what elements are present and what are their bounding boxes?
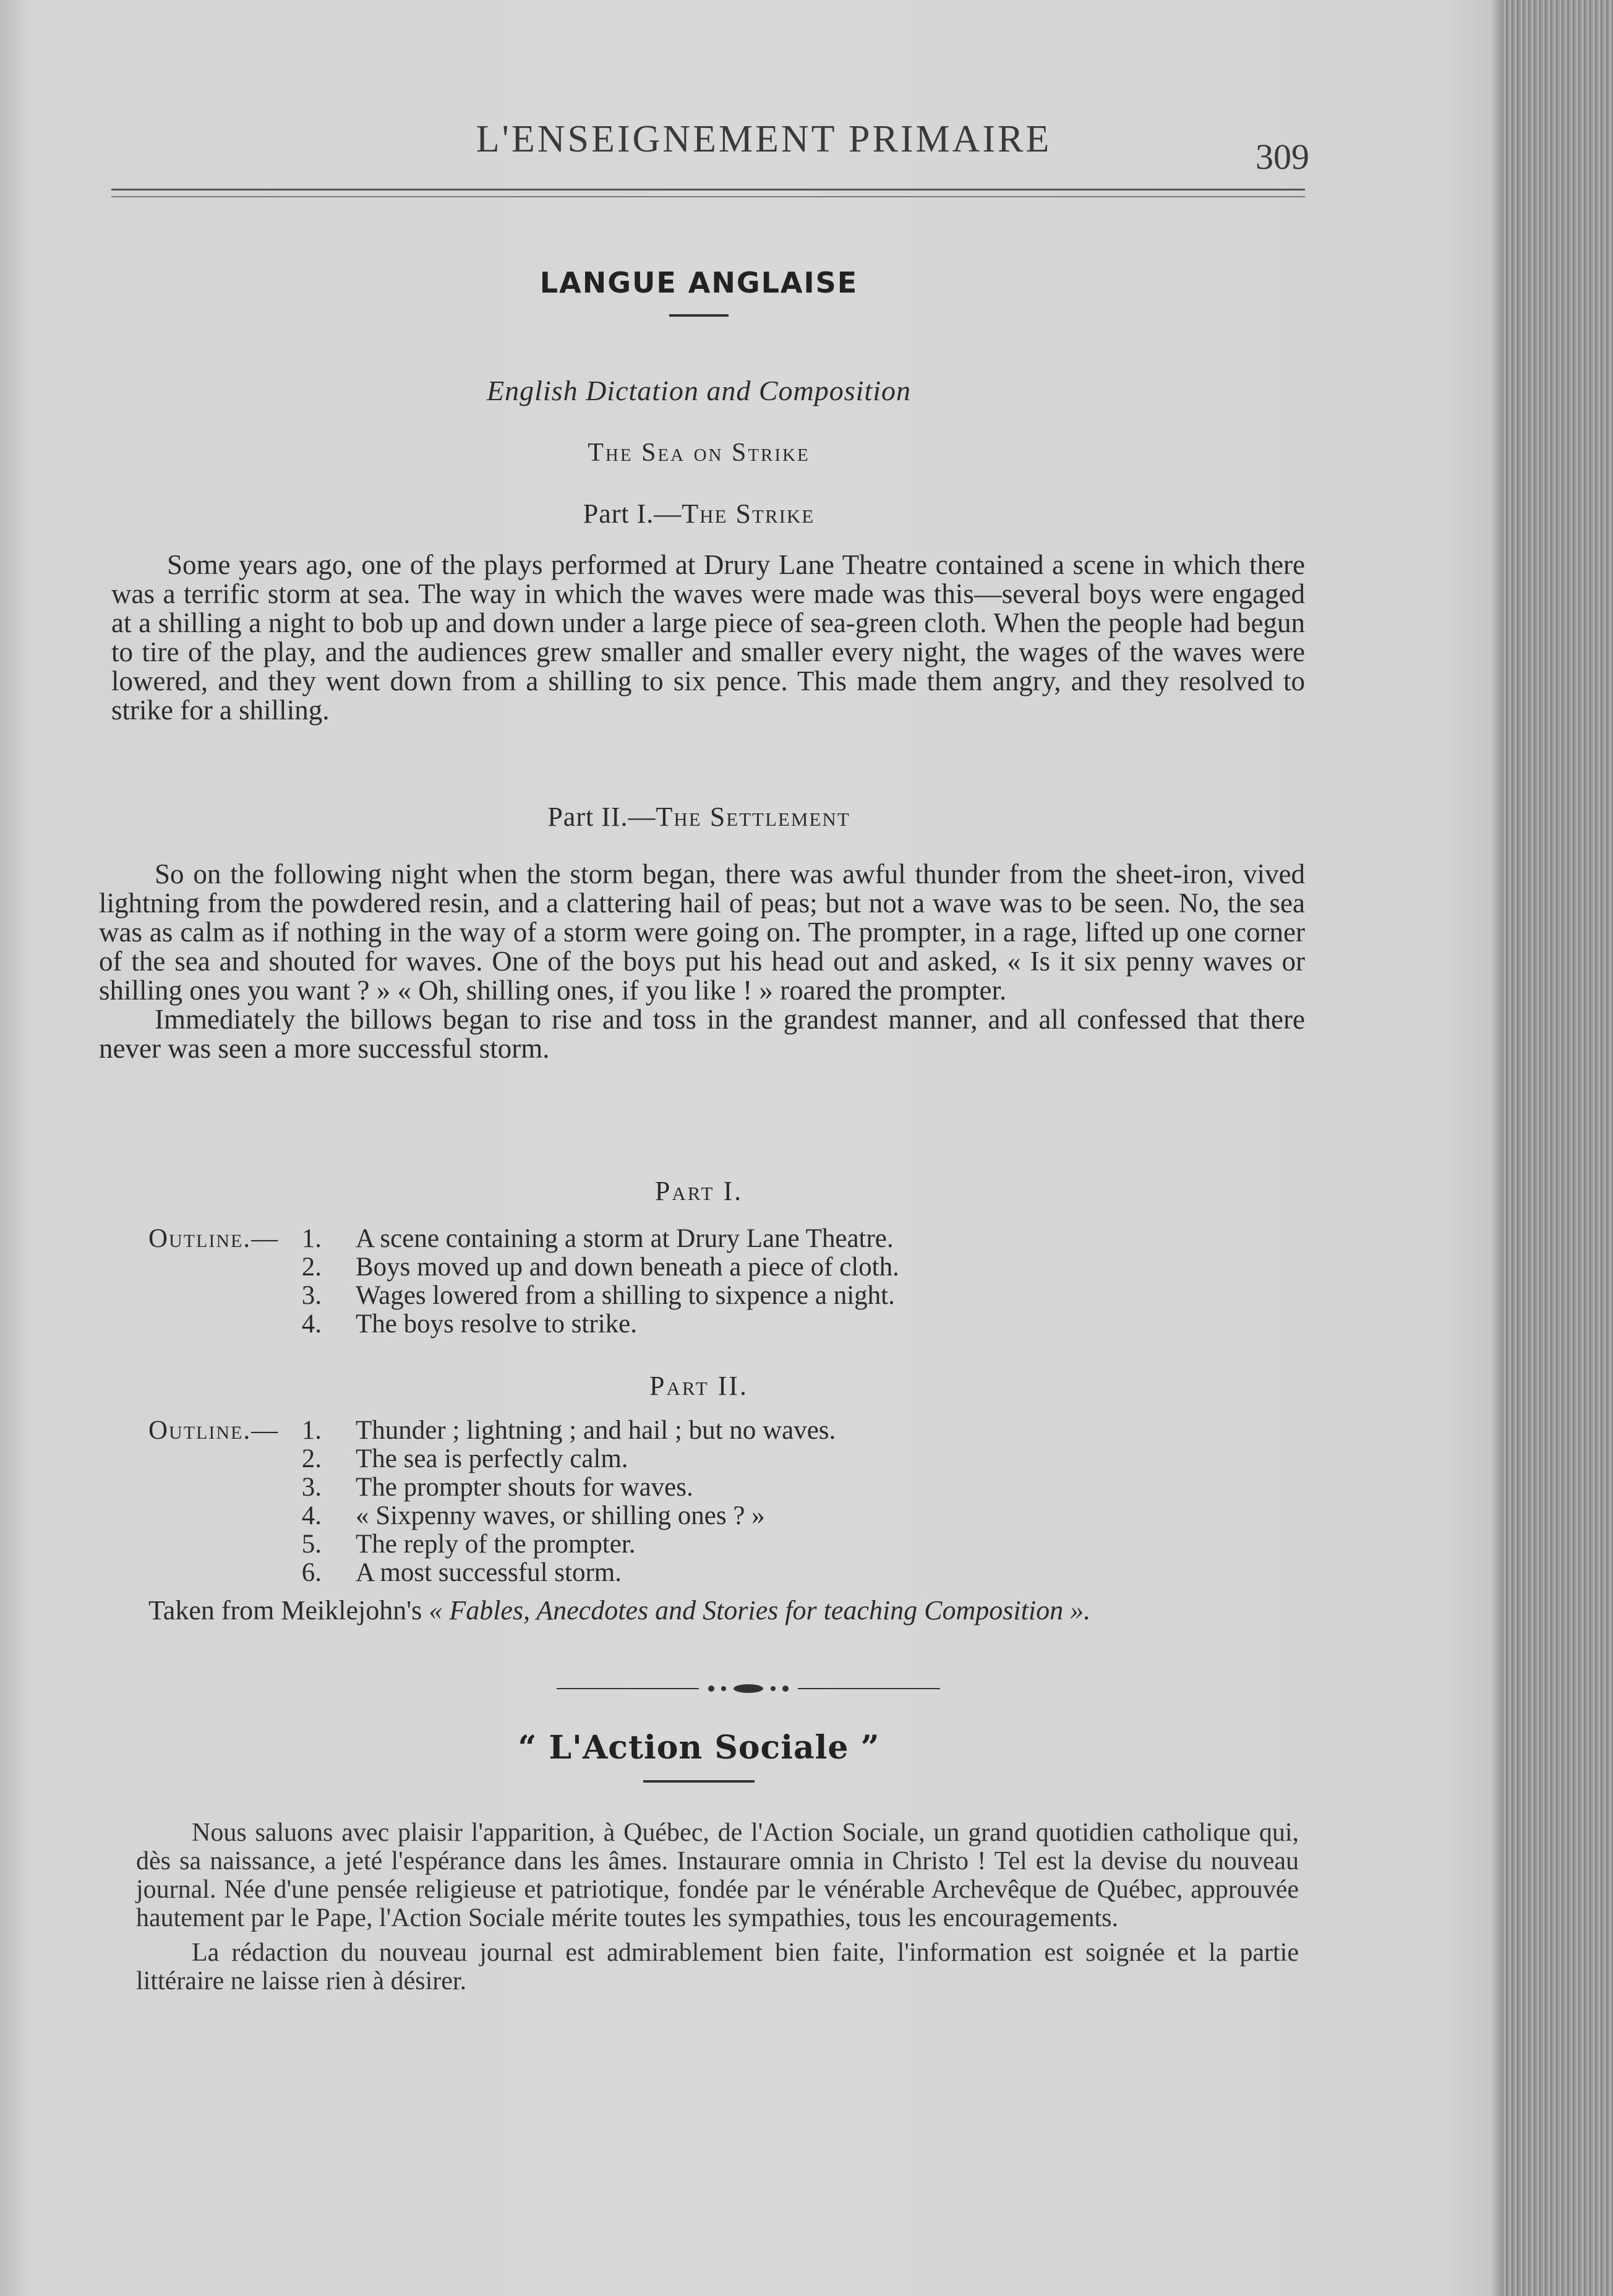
outline-text: Boys moved up and down beneath a piece of cloth.	[356, 1253, 899, 1282]
page-number: 309	[1256, 137, 1309, 177]
outline-number: 4.	[301, 1501, 322, 1530]
part2-text	[99, 860, 1305, 1063]
outline-item	[93, 1445, 1305, 1473]
outline2-label: Outline.—	[148, 1416, 280, 1445]
part1-text	[111, 550, 1305, 725]
section-title: LANGUE ANGLAISE	[539, 266, 858, 299]
book-page-edges	[1503, 0, 1613, 2296]
outline-item	[93, 1225, 1305, 1253]
source-title: « Fables, Anecdotes and Stories for teaching Composition ».	[429, 1595, 1091, 1626]
action-sociale-paragraph-2: La rédaction du nouveau journal est admirablement bien faite, l'information est soignée et la partie littéraire ne laisse rien à désirer.	[136, 1938, 1299, 1995]
ornamental-divider	[557, 1682, 940, 1695]
outline-text: Wages lowered from a shilling to sixpence a night.	[356, 1281, 895, 1310]
outline-text: A scene containing a storm at Drury Lane Theatre.	[356, 1224, 894, 1253]
action-sociale-text	[136, 1818, 1299, 1995]
outline-number: 3.	[301, 1473, 322, 1502]
source-prefix: Taken from Meiklejohn's	[148, 1595, 429, 1626]
outline-number: 2.	[301, 1444, 322, 1473]
part1-heading-title: The Strike	[682, 499, 815, 529]
outline-item	[93, 1310, 1305, 1339]
outline-number: 1.	[301, 1224, 322, 1253]
outline-number: 1.	[301, 1416, 322, 1445]
outline2-heading: Part II.	[649, 1371, 748, 1401]
outline1-list	[93, 1225, 1305, 1339]
outline-number: 5.	[301, 1530, 322, 1559]
outline-item	[93, 1502, 1305, 1530]
outline-number: 2.	[301, 1253, 322, 1282]
page-content	[93, 0, 1309, 2296]
part1-heading-prefix: Part I.—	[583, 499, 682, 529]
running-title: L'ENSEIGNEMENT PRIMAIRE	[476, 118, 1052, 160]
article-subtitle: English Dictation and Composition	[487, 375, 911, 406]
outline-text: The boys resolve to strike.	[356, 1309, 637, 1339]
source-note	[93, 1596, 1286, 1625]
outline-item	[93, 1416, 1305, 1445]
outline-item	[93, 1473, 1305, 1502]
action-sociale-paragraph-1: Nous saluons avec plaisir l'apparition, à Québec, de l'Action Sociale, un grand quotidien catholique qui, dès sa naissance, a jeté l'espérance dans les âmes. Instaurare omnia in Christo ! Tel est la devise du nouveau journal. Née d'une pensée religieuse et patriotique, fondée par le vénérable Archevêque de Québec, approuvée hautement par le Pape, l'Action Sociale mérite toutes les sympathies, tous les encouragements.	[136, 1818, 1299, 1932]
outline-item	[93, 1253, 1305, 1282]
part2-heading-prefix: Part II.—	[547, 802, 656, 832]
outline1-label: Outline.—	[148, 1224, 280, 1253]
part2-heading	[93, 801, 1305, 833]
outline-text: Thunder ; lightning ; and hail ; but no waves.	[356, 1416, 836, 1445]
outline-number: 4.	[301, 1309, 322, 1339]
action-sociale-title: “ L'Action Sociale ”	[518, 1729, 880, 1767]
outline-number: 3.	[301, 1281, 322, 1310]
header-rule-thin	[111, 196, 1305, 197]
story-title: The Sea on Strike	[588, 439, 810, 467]
outline-item	[93, 1282, 1305, 1310]
outline-text: A most successful storm.	[356, 1558, 622, 1587]
action-sociale-heading-block	[93, 1729, 1305, 1783]
part1-paragraph: Some years ago, one of the plays performed at Drury Lane Theatre contained a scene in which there was a terrific storm at sea. The way in which the waves were made was this—several boys were engaged at a shilling a night to bob up and down under a large piece of sea-green cloth. When the people had begun to tire of the play, and the audiences grew smaller and smaller every night, the wages of the waves were lowered, and they went down from a shilling to six pence. This made them angry, and they resolved to strike for a shilling.	[111, 549, 1305, 726]
part2-heading-title: The Settlement	[656, 802, 850, 832]
header-rule	[111, 189, 1305, 191]
outline-item	[93, 1559, 1305, 1587]
outline-text: The sea is perfectly calm.	[356, 1444, 628, 1473]
part2-paragraph-1: So on the following night when the storm began, there was awful thunder from the sheet-iron, vived lightning from the powdered resin, and a clattering hail of peas; but not a wave was to be seen. No, the sea was as calm as if nothing in the way of a storm were going on. The prompter, in a rage, lifted up one corner of the sea and shouted for waves. One of the boys put his head out and asked, « Is it six penny waves or shilling ones you want ? » « Oh, shilling ones, if you like ! » roared the prompter.	[99, 859, 1305, 1006]
outline-text: « Sixpenny waves, or shilling ones ? »	[356, 1501, 765, 1530]
outline-number: 6.	[301, 1558, 322, 1587]
outline-text: The reply of the prompter.	[356, 1530, 636, 1559]
part1-heading	[93, 498, 1305, 529]
section-heading-block	[93, 266, 1305, 317]
part2-paragraph-2: Immediately the billows began to rise and toss in the grandest manner, and all confessed that there never was seen a more successful storm.	[99, 1004, 1305, 1064]
outline-text: The prompter shouts for waves.	[356, 1473, 693, 1502]
section-title-rule	[669, 314, 729, 317]
source-line	[93, 1596, 1286, 1625]
outline2-list	[93, 1416, 1305, 1587]
outline1-heading: Part I.	[654, 1176, 743, 1206]
outline-item	[93, 1530, 1305, 1559]
action-sociale-rule	[643, 1780, 755, 1783]
